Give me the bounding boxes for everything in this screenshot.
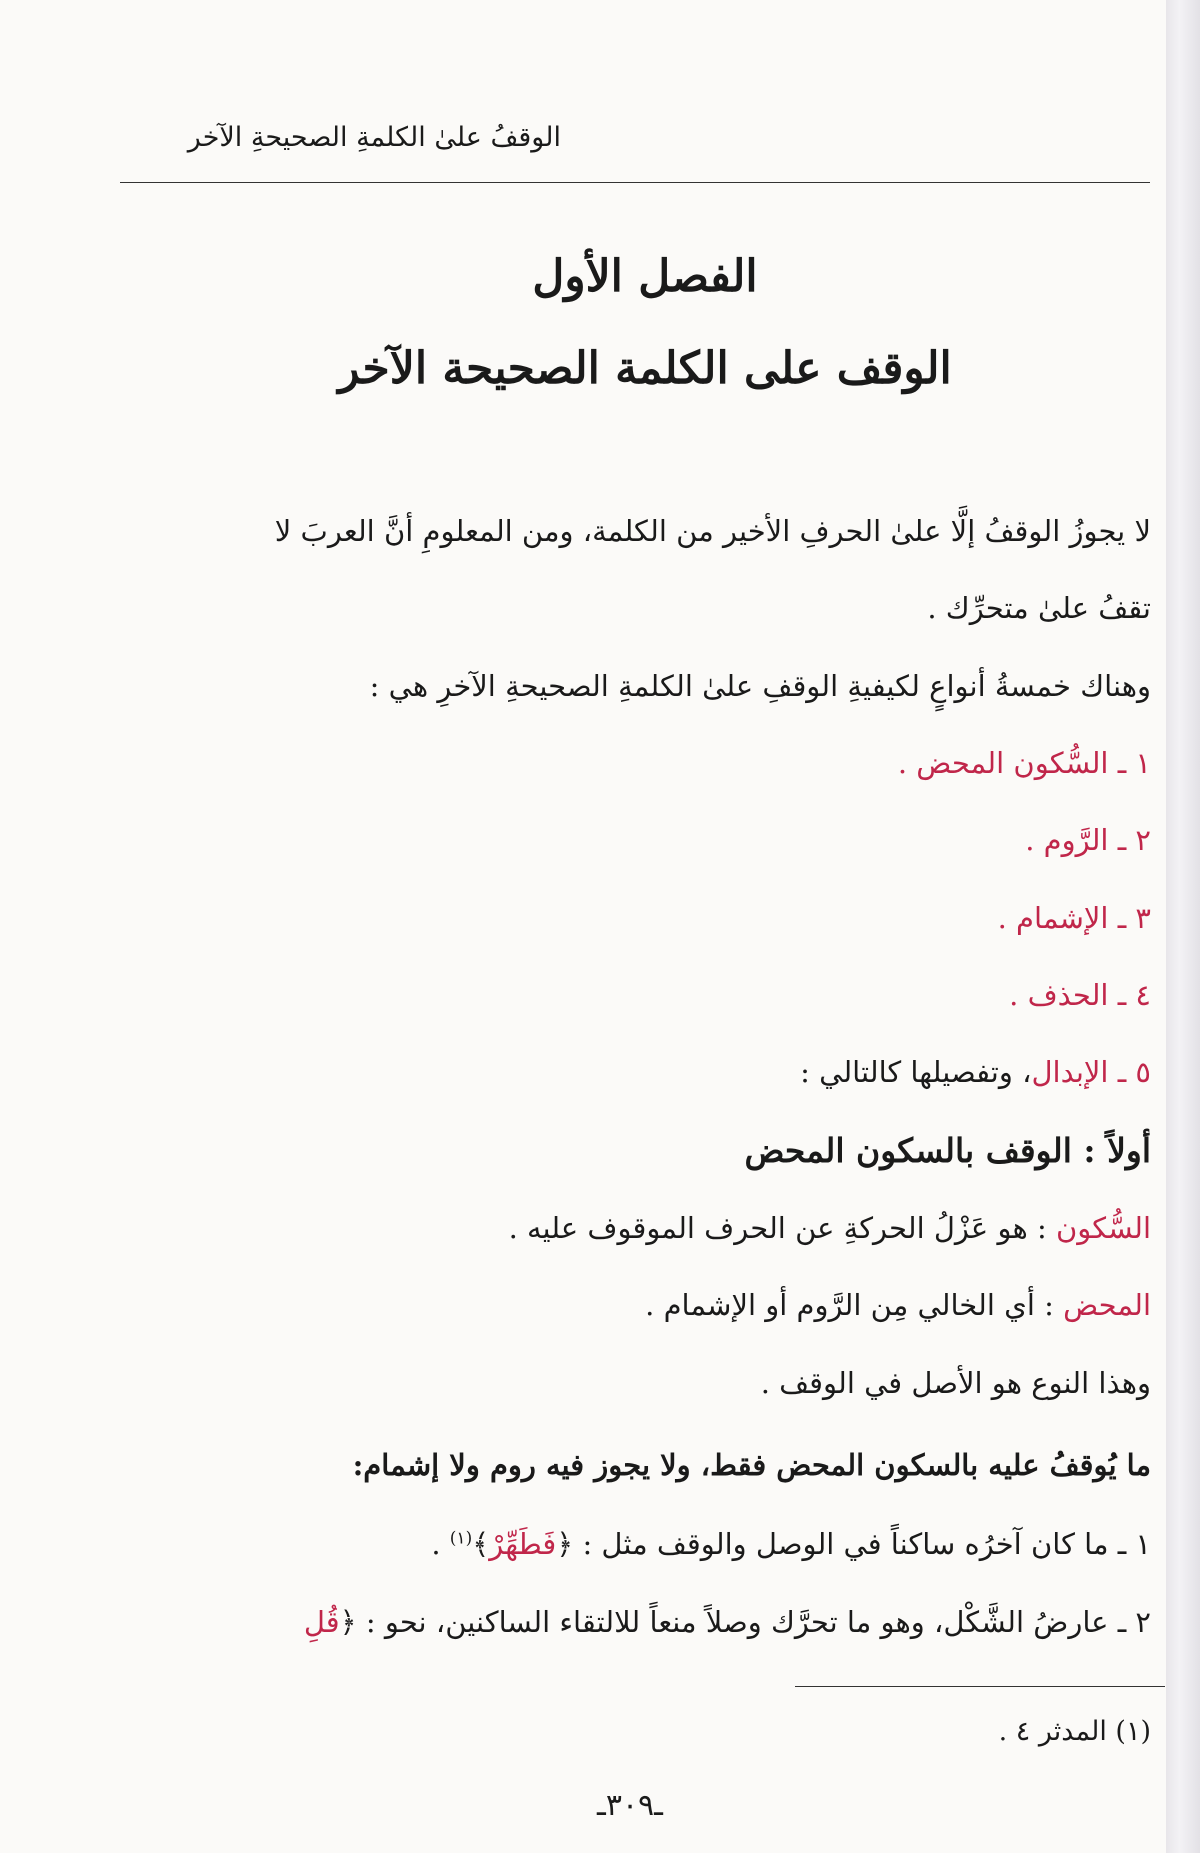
definition-mahd-term: المحض (1063, 1288, 1151, 1322)
intro-line-2: تقفُ علىٰ متحرِّك . (927, 591, 1151, 625)
type-item-3: ٣ ـ الإشمام . (997, 901, 1151, 935)
type-item-1: ١ ـ السُّكون المحض . (897, 746, 1151, 780)
definition-sukun (101, 1210, 1151, 1248)
page-edge (1166, 0, 1200, 1853)
type-item-4: ٤ ـ الحذف . (1009, 978, 1151, 1012)
footnote-ref: (١) (449, 1528, 473, 1549)
section-note: وهذا النوع هو الأصل في الوقف . (760, 1366, 1151, 1400)
type-item-5-label: ٥ ـ الإبدال (1031, 1055, 1151, 1089)
example-item-2-text: ٢ ـ عارضُ الشَّكْل، وهو ما تحرَّك وصلاً منعاً للالتقاء الساكنين، نحو : ﴿ (339, 1605, 1151, 1639)
running-head: الوقفُ علىٰ الكلمةِ الصحيحةِ الآخر (187, 122, 561, 153)
header-rule (120, 182, 1150, 183)
example-item-1 (101, 1526, 1151, 1564)
intro-line-3: وهناك خمسةُ أنواعٍ لكيفيةِ الوقفِ علىٰ الكلمةِ الصحيحةِ الآخرِ هي : (369, 669, 1151, 703)
example-item-1-text: ١ ـ ما كان آخرُه ساكناً في الوصل والوقف مثل : ﴿ (556, 1527, 1151, 1561)
definition-sukun-text: : هو عَزْلُ الحركةِ عن الحرف الموقوف عليه . (508, 1211, 1056, 1245)
definition-mahd-text: : أي الخالي مِن الرَّوم أو الإشمام . (645, 1288, 1064, 1322)
definition-sukun-term: السُّكون (1055, 1211, 1151, 1245)
chapter-title: الفصل الأول (532, 251, 758, 302)
quran-word-qul: قُلِ (303, 1605, 340, 1639)
type-item-5-rest: ، وتفصيلها كالتالي : (800, 1055, 1032, 1089)
chapter-subtitle: الوقف على الكلمة الصحيحة الآخر (338, 343, 952, 394)
page-number: ـ٣٠٩ـ (597, 1788, 663, 1823)
example-item-2 (101, 1604, 1151, 1642)
subheading: ما يُوقفُ عليه بالسكون المحض فقط، ولا يجوز فيه روم ولا إشمام: (352, 1448, 1151, 1482)
example-item-1-close: ﴾ (472, 1527, 490, 1561)
definition-mahd (101, 1287, 1151, 1325)
footnote: (١) المدثر ٤ . (998, 1716, 1151, 1747)
example-item-1-tail: . (431, 1527, 450, 1561)
section-heading: أولاً : الوقف بالسكون المحض (744, 1131, 1151, 1170)
footnote-rule (795, 1686, 1165, 1687)
quran-word-fatahhir: فَطَهِّرْ (489, 1527, 557, 1561)
type-item-5 (101, 1054, 1151, 1092)
intro-line-1: لا يجوزُ الوقفُ إلَّا علىٰ الحرفِ الأخير من الكلمة، ومن المعلومِ أنَّ العربَ لا (274, 514, 1151, 548)
type-item-2: ٢ ـ الرَّوم . (1025, 823, 1151, 857)
